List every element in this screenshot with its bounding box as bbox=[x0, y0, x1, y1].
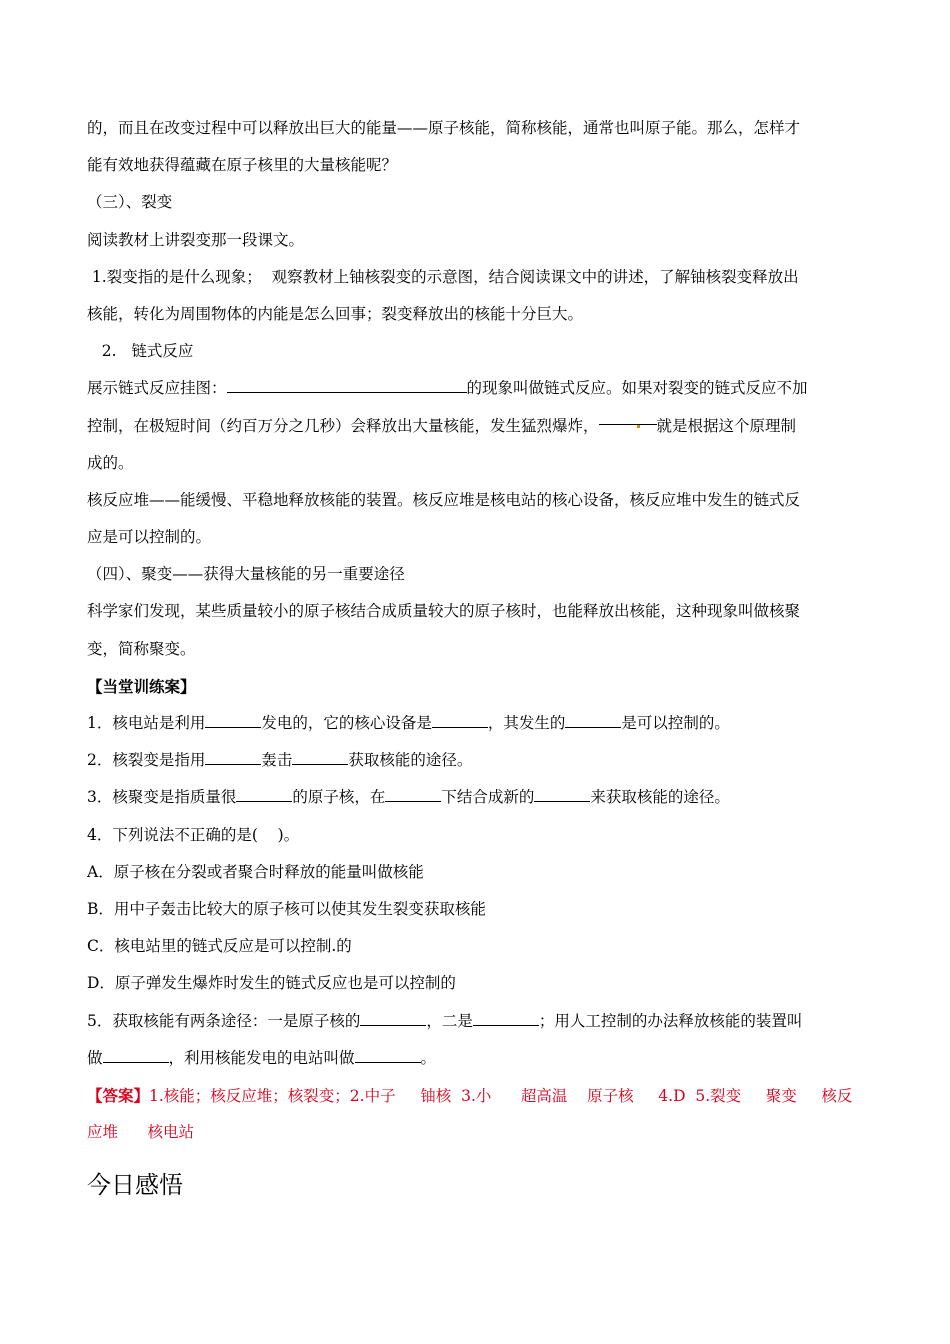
question-4: 4．下列说法不正确的是( )。 bbox=[87, 825, 300, 844]
text-segment: 下结合成新的 bbox=[441, 788, 535, 807]
fill-blank[interactable] bbox=[227, 376, 467, 393]
question-1 bbox=[87, 705, 862, 742]
text-segment: 。 bbox=[420, 1048, 437, 1067]
answer-line-2: 应堆 核电站 bbox=[87, 1123, 195, 1142]
text-line: 成的。 bbox=[87, 453, 134, 472]
text-segment: 3．核聚变是指质量很 bbox=[87, 788, 237, 807]
answer-line bbox=[87, 1077, 862, 1114]
text-line: 科学家们发现，某些质量较小的原子核结合成质量较大的原子核时，也能释放出核能，这种现象叫做核聚 bbox=[87, 602, 801, 621]
text-segment: ，利用核能发电的电站叫做 bbox=[168, 1048, 355, 1067]
fill-blank[interactable] bbox=[292, 748, 348, 765]
fill-blank[interactable] bbox=[599, 408, 657, 425]
chain-reaction-line bbox=[87, 370, 862, 407]
fill-blank[interactable] bbox=[205, 711, 261, 728]
text-segment: ；用人工控制的办法释放核能的装置叫 bbox=[538, 1011, 803, 1030]
option-c: C．核电站里的链式反应是可以控制.的 bbox=[87, 937, 352, 956]
fill-blank[interactable] bbox=[103, 1045, 169, 1062]
answer-label: 【答案】 bbox=[87, 1085, 150, 1105]
section-heading-fusion: （四）、聚变——获得大量核能的另一重要途径 bbox=[87, 565, 405, 584]
text-segment: 是可以控制的。 bbox=[621, 714, 730, 732]
option-b: B．用中子轰击比较大的原子核可以使其发生裂变获取核能 bbox=[87, 899, 486, 918]
subheading-chain-reaction: 2. 链式反应 bbox=[87, 342, 194, 361]
option-d: D．原子弹发生爆炸时发生的链式反应也是可以控制的 bbox=[87, 974, 456, 993]
text-segment: 的现象叫做链式反应。如果对裂变的链式反应不加 bbox=[466, 379, 808, 398]
text-segment: 5．获取核能有两条途径：一是原子核的 bbox=[87, 1011, 361, 1030]
question-3 bbox=[87, 779, 862, 816]
text-segment: 就是根据这个原理制 bbox=[656, 416, 797, 435]
text-segment: 发电的，它的核心设备是 bbox=[261, 714, 432, 732]
text-segment: 轰击 bbox=[261, 751, 293, 770]
text-line: 1.裂变指的是什么现象； 观察教材上铀核裂变的示意图，结合阅读课文中的讲述，了解铀核裂变释放出 bbox=[87, 267, 799, 286]
text-line: 能有效地获得蕴藏在原子核里的大量核能呢？ bbox=[87, 156, 398, 175]
text-line: 核反应堆——能缓慢、平稳地释放核能的装置。核反应堆是核电站的核心设备，核反应堆中发生的链式反 bbox=[87, 490, 801, 509]
reflection-heading: 今日感悟 bbox=[87, 1171, 183, 1200]
fill-blank[interactable] bbox=[565, 711, 621, 728]
text-segment: ，其发生的 bbox=[487, 714, 566, 732]
fill-blank[interactable] bbox=[360, 1008, 426, 1025]
text-segment: 2．核裂变是指用 bbox=[87, 751, 206, 770]
mark-dot bbox=[637, 425, 640, 428]
answer-text: 1.核能；核反应堆；核裂变；2.中子 铀核 3.小 超高温 原子核 4.D 5.裂变 聚变 核反 bbox=[149, 1086, 853, 1105]
fill-blank[interactable] bbox=[205, 748, 261, 765]
fill-blank[interactable] bbox=[355, 1045, 421, 1062]
text-line: 的，而且在改变过程中可以释放出巨大的能量——原子核能，简称核能，通常也叫原子能。那么，怎样才 bbox=[87, 119, 801, 137]
text-segment: ，二是 bbox=[426, 1011, 473, 1030]
text-segment: 的原子核，在 bbox=[292, 788, 386, 807]
document-page bbox=[87, 110, 862, 1205]
fill-blank[interactable] bbox=[432, 711, 488, 728]
text-line: 变，简称聚变。 bbox=[87, 639, 196, 658]
text-segment: 1．核电站是利用 bbox=[87, 714, 206, 732]
question-5 bbox=[87, 1003, 862, 1040]
option-a: A．原子核在分裂或者聚合时释放的能量叫做核能 bbox=[87, 862, 424, 881]
fill-blank[interactable] bbox=[534, 785, 590, 802]
text-segment: 做 bbox=[87, 1048, 103, 1067]
text-line: 应是可以控制的。 bbox=[87, 528, 212, 547]
fill-blank[interactable] bbox=[385, 785, 441, 802]
text-line: 阅读教材上讲裂变那一段课文。 bbox=[87, 230, 305, 249]
text-line: 核能，转化为周围物体的内能是怎么回事；裂变释放出的核能十分巨大。 bbox=[87, 304, 584, 323]
fill-blank[interactable] bbox=[473, 1008, 539, 1025]
text-segment: 控制，在极短时间（约百万分之几秒）会释放出大量核能，发生猛烈爆炸， bbox=[87, 416, 599, 435]
control-line bbox=[87, 408, 862, 445]
text-segment: 来获取核能的途径。 bbox=[590, 788, 730, 807]
question-5-cont bbox=[87, 1040, 862, 1077]
section-heading-fission: （三）、裂变 bbox=[87, 193, 173, 212]
fill-blank[interactable] bbox=[236, 785, 292, 802]
text-segment: 获取核能的途径。 bbox=[348, 751, 473, 770]
text-segment: 展示链式反应挂图： bbox=[87, 379, 227, 398]
practice-title: 【当堂训练案】 bbox=[87, 676, 196, 696]
question-2 bbox=[87, 742, 862, 779]
